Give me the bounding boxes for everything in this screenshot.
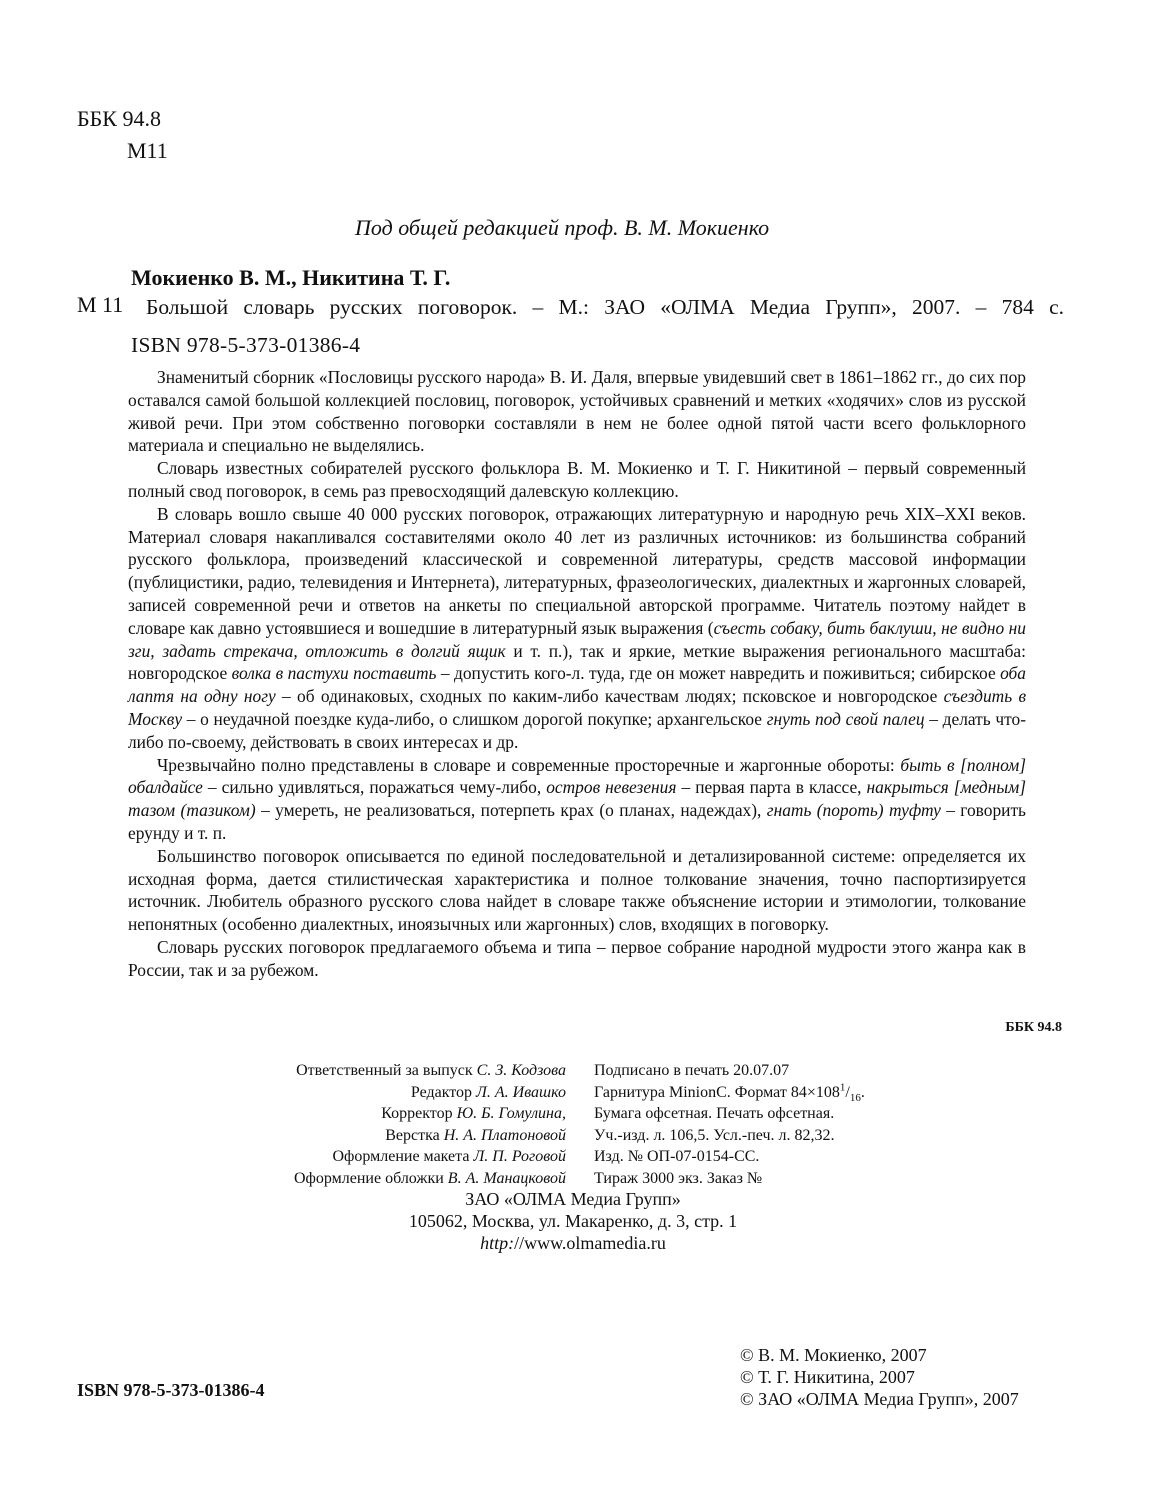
text: и т. п.), так и яркие, меткие выражения регионального масштаба: новгородское <box>128 640 1026 684</box>
isbn-bottom: ISBN 978-5-373-01386-4 <box>77 1380 265 1400</box>
abstract-paragraph <box>128 754 1026 845</box>
staff-name: В. А. Манацковой <box>447 1169 566 1187</box>
staff-name: Л. П. Роговой <box>473 1148 566 1166</box>
copyright-line: © В. М. Мокиенко, 2007 <box>740 1345 927 1365</box>
example-phrase: быть в [полном] обалдайсе <box>128 754 1027 798</box>
spec-format-text: Гарнитура MinionC. Формат 84×108 <box>594 1083 840 1101</box>
example-phrase: съездить в Москву <box>128 686 1026 729</box>
text: В словарь вошло свыше 40 000 русских поговорок, отражающих литературную и народную речь XIX–XXI веков. Материал словаря накапливался составителями около 40 лет из различных источников: из большинства собраний русского фольклора, произведений классической и современной литературы, средств массовой информации (публицистики, радио, телевидения и Интернета), литературных, фразеологических, диалектных и жаргонных словарей, записей современной речи и ответов на анкеты по специальной авторской программе. Читатель поэтому найдет в словаре как давно устоявшиеся и вошедшие в литературный язык выражения ( <box>128 503 1026 638</box>
publisher-address: 105062, Москва, ул. Макаренко, д. 3, стр. 1 <box>408 1211 738 1231</box>
text: – умереть, не реализоваться, потерпеть крах (о планах, надеждах), <box>255 800 767 821</box>
staff-row <box>232 1103 566 1125</box>
publisher-url[interactable] <box>300 1232 846 1254</box>
text: – допустить кого-л. туда, где он может навредить и поживиться; сибирское <box>436 663 1001 684</box>
text: – сильно удивляться, поражаться чему-либо, <box>202 777 547 798</box>
spec-paper: Бумага офсетная. Печать офсетная. <box>594 1105 835 1123</box>
staff-row <box>232 1168 566 1190</box>
text: Чрезвычайно полно представлены в словаре и современные просторечные и жаргонные обороты: <box>157 754 901 775</box>
abstract <box>128 366 1026 982</box>
text: – об одинаковых, сходных по каким-либо качествам людях; псковское и новгородское <box>275 686 944 707</box>
abstract-paragraph: Словарь известных собирателей русского фольклора В. М. Мокиенко и Т. Г. Никитиной – первый современный полный свод поговорок, в семь раз превосходящий далевскую коллекцию. <box>128 458 1026 501</box>
staff-name: С. З. Кодзова <box>476 1062 566 1079</box>
fraction-denominator: 16 <box>849 1091 861 1104</box>
url-host: //www.olmamedia.ru <box>514 1233 666 1253</box>
spec-font-format: Гарнитура MinionC. Формат $84\times 108^1/_{16}$. <box>594 1081 865 1104</box>
spec-sheets: Уч.-изд. л. 106,5. Усл.-печ. л. 82,32. <box>594 1126 835 1144</box>
fraction-numerator: 1 <box>839 1081 846 1094</box>
print-specs <box>594 1060 865 1190</box>
url-scheme: http: <box>480 1233 515 1253</box>
staff-credits <box>232 1060 566 1190</box>
spec-signed: Подписано в печать 20.07.07 <box>594 1062 790 1079</box>
staff-row <box>232 1146 566 1168</box>
staff-row <box>232 1060 566 1082</box>
publisher-info <box>300 1188 846 1254</box>
staff-role: Редактор <box>410 1083 473 1101</box>
abstract-paragraph: Знаменитый сборник «Пословицы русского народа» В. И. Даля, впервые увидевший свет в 1861–1862 гг., до сих пор оставался самой большой коллекцией пословиц, поговорок, устойчивых сравнений и метких «ходячих» слов из русской живой речи. При этом собственно поговорки составляли в нем не более одной пятой части всего фольклорного материала и специально не выделялись. <box>128 367 1026 456</box>
text: – говорить ерунду и т. п. <box>128 800 1026 843</box>
staff-role: Корректор <box>381 1105 453 1123</box>
staff-role: Оформление макета <box>332 1148 470 1166</box>
abstract-paragraph: Словарь русских поговорок предлагаемого объема и типа – первое собрание народной мудрости этого жанра как в России, так и за рубежом. <box>128 936 1026 980</box>
example-phrase: оба лаптя на одну ногу <box>128 663 1026 707</box>
text: – о неудачной поездке куда-либо, о слишком дорогой покупке; архангельское <box>182 708 767 729</box>
bbk-code: ББК 94.8 <box>77 106 161 131</box>
staff-role: Верстка <box>385 1126 440 1144</box>
copyright-line: © ЗАО «ОЛМА Медиа Групп», 2007 <box>740 1389 1019 1409</box>
copyright-line: © Т. Г. Никитина, 2007 <box>740 1367 915 1387</box>
example-phrase: волка в пастухи поставить <box>231 663 437 684</box>
spec-run: Тираж 3000 экз. Заказ № <box>594 1169 763 1187</box>
authors: Мокиенко В. М., Никитина Т. Г. <box>131 265 451 290</box>
example-phrase: гнуть под свой палец <box>766 708 925 729</box>
copyright-block <box>740 1344 1019 1410</box>
staff-row <box>232 1082 566 1104</box>
example-phrase: гнать (пороть) туфту <box>766 800 941 821</box>
example-phrase: накрыться [медным] тазом (тазиком) <box>128 777 1027 821</box>
staff-name: Н. А. Платоновой <box>443 1126 566 1144</box>
text: – первая парта в классе, <box>676 777 867 798</box>
spec-license: Изд. № ОП-07-0154-СС. <box>594 1148 760 1166</box>
bbk-code-right: ББК 94.8 <box>1005 1020 1062 1035</box>
index-label: М 11 <box>77 292 124 317</box>
staff-row <box>232 1125 566 1147</box>
abstract-paragraph <box>128 503 1026 754</box>
editor-line: Под общей редакцией проф. В. М. Мокиенко <box>355 215 770 240</box>
text: – делать что-либо по-своему, действовать в своих интересах и др. <box>128 708 1026 752</box>
staff-role: Ответственный за выпуск <box>296 1062 473 1079</box>
staff-role: Оформление обложки <box>293 1169 444 1187</box>
isbn: ISBN 978-5-373-01386-4 <box>131 333 361 357</box>
publisher-name: ЗАО «ОЛМА Медиа Групп» <box>465 1189 681 1209</box>
staff-name: Л. А. Ивашко <box>476 1083 566 1101</box>
bibliographic-line: Большой словарь русских поговорок. – М.: ЗАО «ОЛМА Медиа Групп», 2007. – 784 с. <box>146 295 1064 319</box>
example-phrase: остров невезения <box>546 777 677 798</box>
author-index-code: М11 <box>127 138 168 163</box>
example-phrase: съесть собаку, бить баклуши, не видно ни зги, задать стрекача, отложить в долгий ящик <box>128 617 1026 661</box>
abstract-paragraph: Большинство поговорок описывается по единой последовательной и детализированной системе: определяется их исходная форма, дается стилистическая характеристика и полное толкование значения, точно паспортизируется источник. Любитель образного русского слова найдет в словаре также объяснение истории и этимологии, толкование непонятных (особенно диалектных, иноязычных или жаргонных) слов, входящих в поговорку. <box>128 845 1026 935</box>
staff-name: Ю. Б. Гомулина, <box>456 1105 566 1123</box>
